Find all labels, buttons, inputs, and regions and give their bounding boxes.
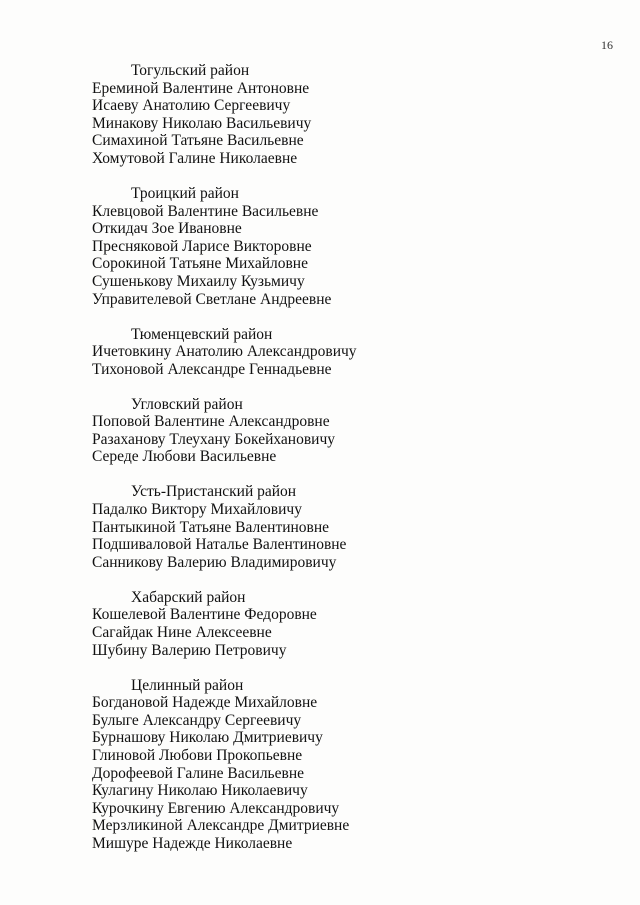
recipient-name: Поповой Валентине Александровне (92, 413, 330, 431)
recipient-name: Ичетовкину Анатолию Александровичу (92, 343, 357, 361)
award-list (92, 62, 612, 870)
district-title: Усть-Пристанский район (131, 483, 297, 501)
recipient-name: Хомутовой Галине Николаевне (92, 149, 298, 167)
recipient-name: Падалко Виктору Михайловичу (92, 501, 302, 519)
recipient-name: Откидач Зое Ивановне (92, 220, 242, 238)
page-number: 16 (601, 38, 613, 52)
recipient-name: Пресняковой Ларисе Викторовне (92, 237, 312, 255)
district-section (92, 589, 612, 659)
recipient-name: Подшиваловой Наталье Валентиновне (92, 536, 347, 554)
recipient-name: Дорофеевой Галине Васильевне (92, 764, 304, 782)
recipient-name: Минакову Николаю Васильевичу (92, 114, 312, 132)
recipient-name: Курочкину Евгению Александровичу (92, 799, 340, 817)
district-title: Тогульский район (131, 62, 250, 79)
recipient-name: Мишуре Надежде Николаевне (92, 834, 293, 852)
district-title: Тюменцевский район (131, 325, 273, 343)
recipient-name: Исаеву Анатолию Сергеевичу (92, 97, 291, 115)
district-section (92, 483, 612, 571)
recipient-name: Шубину Валерию Петровичу (92, 641, 287, 659)
recipient-name: Санникову Валерию Владимировичу (92, 553, 337, 571)
district-title: Троицкий район (131, 184, 239, 202)
district-section (92, 62, 612, 168)
district-title: Целинный район (131, 676, 244, 694)
district-section (92, 326, 612, 379)
recipient-name: Кошелевой Валентине Федоровне (92, 606, 317, 624)
recipient-name: Клевцовой Валентине Васильевне (92, 202, 319, 220)
recipient-name: Сорокиной Татьяне Михайловне (92, 255, 308, 273)
recipient-name: Богдановой Надежде Михайловне (92, 694, 318, 712)
recipient-name: Пантыкиной Татьяне Валентиновне (92, 518, 330, 536)
district-title: Хабарский район (131, 588, 246, 606)
district-section (92, 185, 612, 308)
recipient-name: Симахиной Татьяне Васильевне (92, 132, 304, 150)
recipient-name: Кулагину Николаю Николаевичу (92, 782, 308, 800)
recipient-name: Управителевой Светлане Андреевне (92, 290, 332, 308)
district-section (92, 396, 612, 466)
recipient-name: Середе Любови Васильевне (92, 448, 277, 466)
recipient-name: Разаханову Тлеухану Бокейхановичу (92, 430, 336, 448)
recipient-name: Тихоновой Александре Геннадьевне (92, 360, 332, 378)
district-title: Угловский район (131, 395, 243, 413)
recipient-name: Сагайдак Нине Алексеевне (92, 623, 272, 641)
recipient-name: Мерзликиной Александре Дмитриевне (92, 817, 350, 835)
district-section (92, 677, 612, 853)
recipient-name: Глиновой Любови Прокопьевне (92, 746, 303, 764)
recipient-name: Бурнашову Николаю Дмитриевичу (92, 729, 323, 747)
recipient-name: Ереминой Валентине Антоновне (92, 79, 310, 97)
recipient-name: Сушенькову Михаилу Кузьмичу (92, 272, 305, 290)
recipient-name: Булыге Александру Сергеевичу (92, 711, 302, 729)
